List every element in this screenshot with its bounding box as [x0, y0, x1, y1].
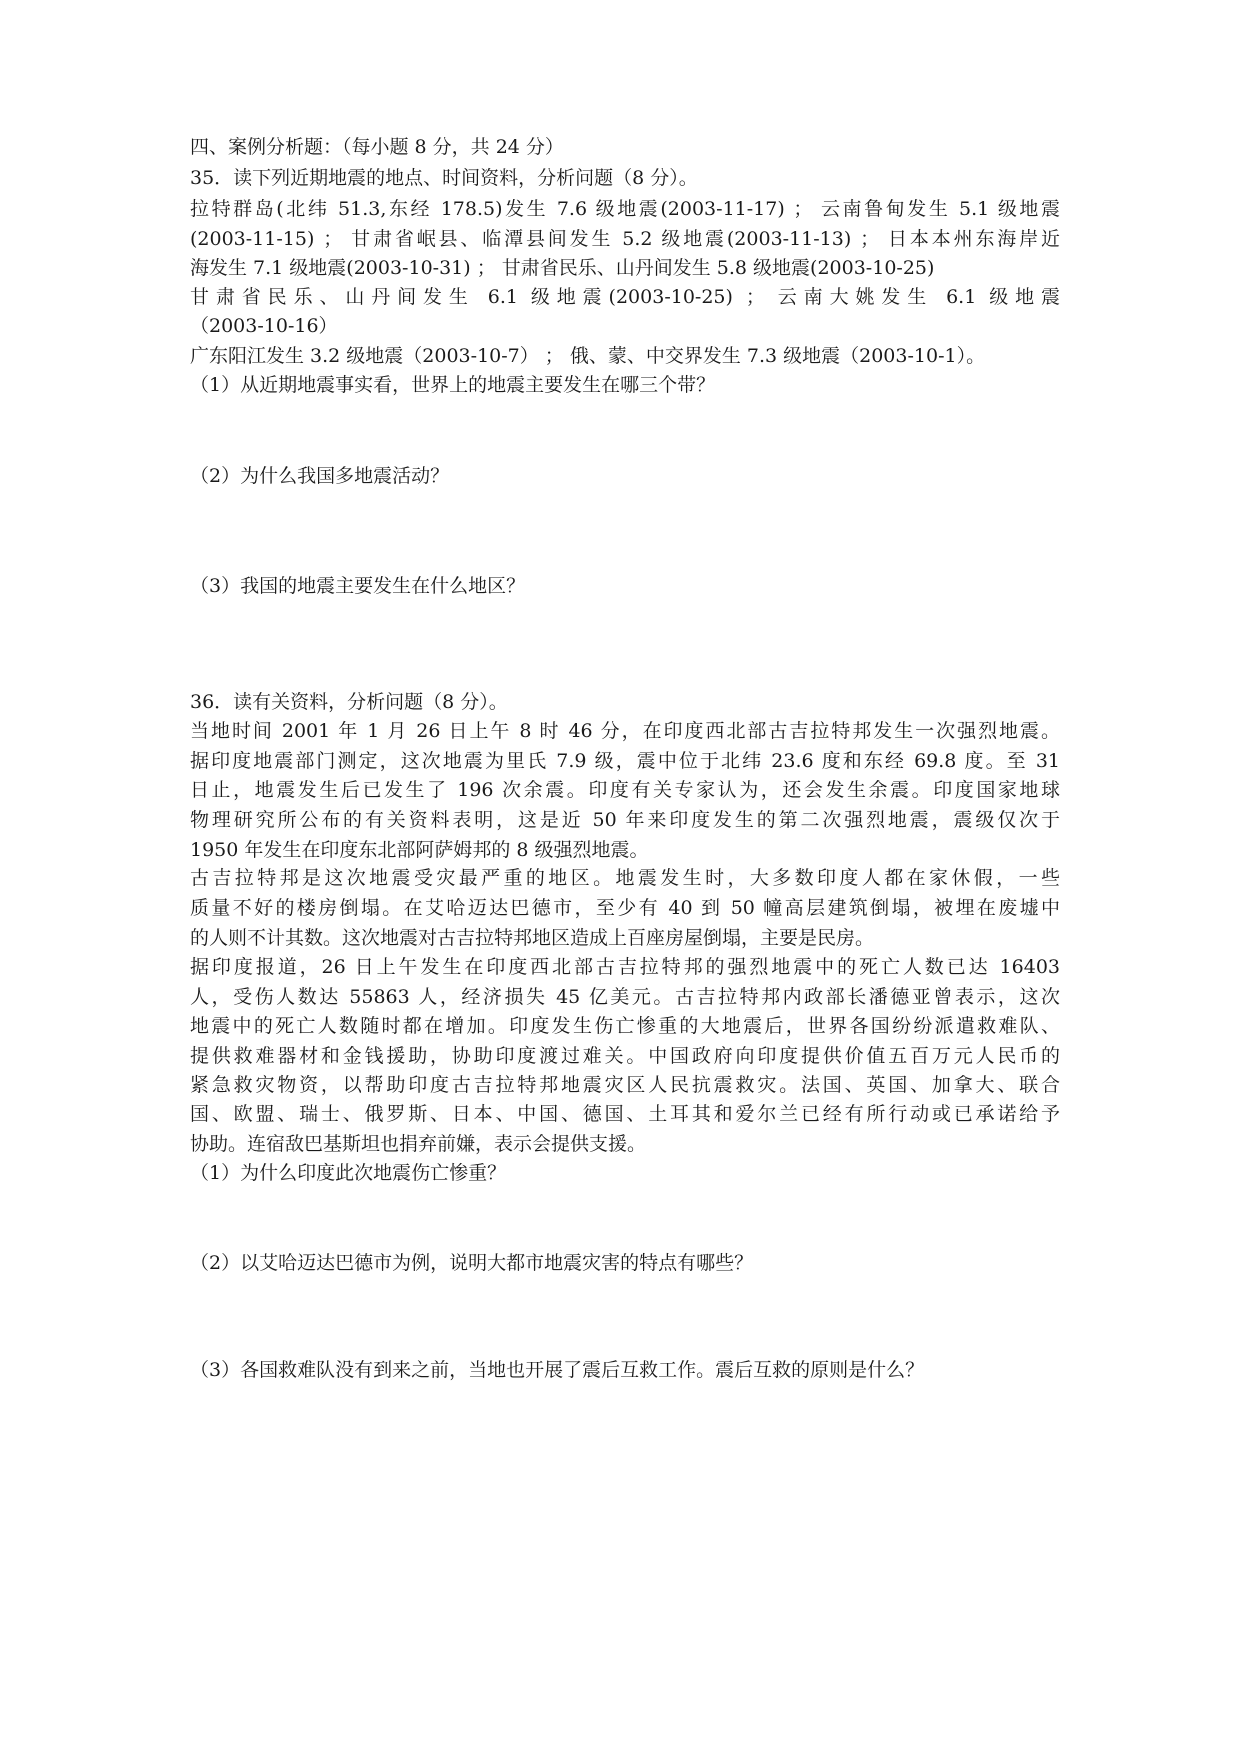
- q36-para-line: 地震中的死亡人数随时都在增加。印度发生伤亡惨重的大地震后，世界各国纷纷派遣救难队、: [190, 1015, 1060, 1037]
- q35-data-line: （2003-10-16）: [190, 315, 338, 337]
- q35-sub3: （3）我国的地震主要发生在什么地区？: [190, 575, 526, 597]
- q36-title: 36．读有关资料，分析问题（8 分）。: [190, 691, 508, 713]
- q35-sub2: （2）为什么我国多地震活动？: [190, 465, 450, 487]
- q36-sub2: （2）以艾哈迈达巴德市为例，说明大都市地震灾害的特点有哪些？: [190, 1252, 754, 1274]
- q35-data-line: 甘肃省民乐、山丹间发生 6.1 级地震(2003-10-25) ； 云南大姚发生 6.1 级地震: [190, 286, 1060, 308]
- q36-para-line: 紧急救灾物资，以帮助印度古吉拉特邦地震灾区人民抗震救灾。法国、英国、加拿大、联合: [190, 1074, 1060, 1096]
- q36-para-line: 1950 年发生在印度东北部阿萨姆邦的 8 级强烈地震。: [190, 839, 649, 861]
- q35-data-line: 拉特群岛(北纬 51.3,东经 178.5)发生 7.6 级地震(2003-11-17) ； 云南鲁甸发生 5.1 级地震: [190, 198, 1060, 220]
- q36-para-line: 质量不好的楼房倒塌。在艾哈迈达巴德市，至少有 40 到 50 幢高层建筑倒塌，被埋在废墟中: [190, 897, 1060, 919]
- q36-para-line: 当地时间 2001 年 1 月 26 日上午 8 时 46 分，在印度西北部古吉拉特邦发生一次强烈地震。: [190, 720, 1060, 742]
- q35-data-line: (2003-11-15) ； 甘肃省岷县、临潭县间发生 5.2 级地震(2003-11-13) ； 日本本州东海岸近: [190, 228, 1060, 250]
- q35-data-line: 广东阳江发生 3.2 级地震（2003-10-7） ； 俄、蒙、中交界发生 7.3 级地震（2003-10-1）。: [190, 345, 986, 367]
- q35-sub1: （1）从近期地震事实看，世界上的地震主要发生在哪三个带？: [190, 374, 716, 396]
- q36-para-line: 人，受伤人数达 55863 人，经济损失 45 亿美元。古吉拉特邦内政部长潘德亚曾表示，这次: [190, 986, 1060, 1008]
- q35-title: 35．读下列近期地震的地点、时间资料，分析问题（8 分）。: [190, 167, 698, 189]
- q36-para-line: 日止，地震发生后已发生了 196 次余震。印度有关专家认为，还会发生余震。印度国家地球: [190, 779, 1060, 801]
- section-heading: 四、案例分析题：（每小题 8 分，共 24 分）: [190, 136, 564, 158]
- q36-para-line: 据印度地震部门测定，这次地震为里氏 7.9 级，震中位于北纬 23.6 度和东经 69.8 度。至 31: [190, 750, 1060, 772]
- q35-data-line: 海发生 7.1 级地震(2003-10-31) ； 甘肃省民乐、山丹间发生 5.8 级地震(2003-10-25): [190, 257, 935, 279]
- q36-para-line: 物理研究所公布的有关资料表明，这是近 50 年来印度发生的第二次强烈地震，震级仅次于: [190, 809, 1060, 831]
- q36-para-line: 的人则不计其数。这次地震对古吉拉特邦地区造成上百座房屋倒塌，主要是民房。: [190, 927, 875, 949]
- q36-sub1: （1）为什么印度此次地震伤亡惨重？: [190, 1162, 507, 1184]
- q36-para-line: 提供救难器材和金钱援助，协助印度渡过难关。中国政府向印度提供价值五百万元人民币的: [190, 1045, 1060, 1067]
- q36-para-line: 古吉拉特邦是这次地震受灾最严重的地区。地震发生时，大多数印度人都在家休假，一些: [190, 867, 1060, 889]
- q36-para-line: 国、欧盟、瑞士、俄罗斯、日本、中国、德国、土耳其和爱尔兰已经有所行动或已承诺给予: [190, 1103, 1060, 1125]
- q36-para-line: 据印度报道，26 日上午发生在印度西北部古吉拉特邦的强烈地震中的死亡人数已达 16403: [190, 956, 1060, 978]
- q36-sub3: （3）各国救难队没有到来之前，当地也开展了震后互救工作。震后互救的原则是什么？: [190, 1359, 925, 1381]
- q36-para-line: 协助。连宿敌巴基斯坦也捐弃前嫌，表示会提供支援。: [190, 1133, 647, 1155]
